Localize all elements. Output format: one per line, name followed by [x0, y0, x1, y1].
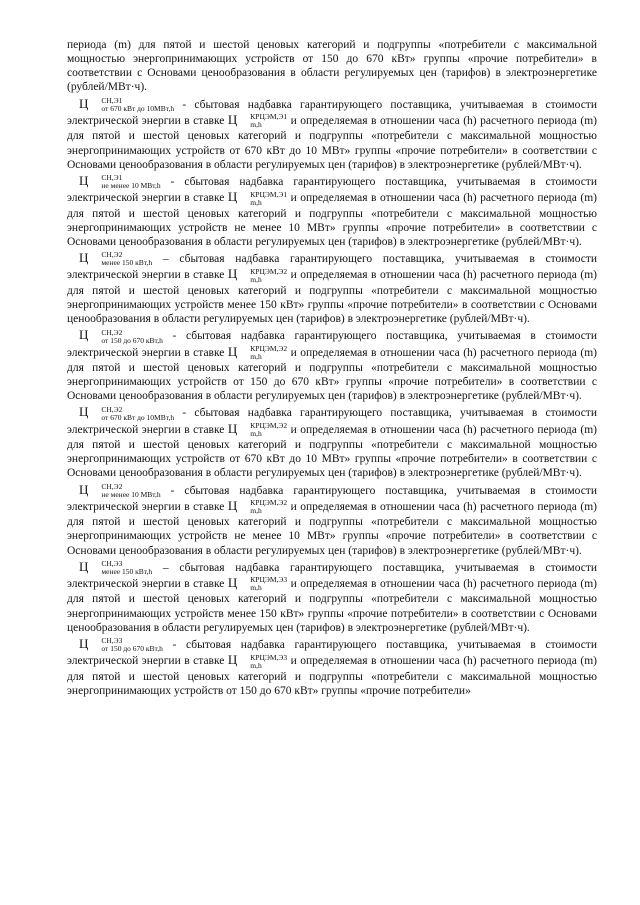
definition-dash: – — [152, 561, 180, 574]
definition-dash: - — [160, 484, 185, 497]
surcharge-symbol — [79, 95, 175, 113]
surcharge-symbol-subscript: не менее 10 МВт,h — [101, 181, 161, 191]
definition-text-start: сбытовая надбавка гарантирующего поставщика, учитываемая в стоимости электрической энергии в ставке — [67, 98, 597, 127]
surcharge-symbol-indices — [89, 637, 162, 653]
definition-text-start: сбытовая надбавка гарантирующего поставщика, учитываемая в стоимости электрической энергии в ставке — [67, 330, 597, 359]
rate-symbol-superscript: КРЦЭМ,Э2 — [250, 343, 288, 353]
paragraph-list — [67, 97, 597, 698]
surcharge-symbol-superscript: СН,Э2 — [101, 404, 123, 414]
surcharge-symbol — [79, 404, 175, 422]
definition-text-end: и определяемая в отношении часа (h) расчетного периода (m) для пятой и шестой ценовых категорий и подгруппы «потребители с максимальной мощностью энергопринимающих устройств от 670 кВт до 10 МВт» группы «прочие потребители» в соответствии с Основами ценообразования в области регулируемых цен (тарифов) в электроэнергетике (рублей/МВт·ч). — [67, 423, 597, 480]
rate-symbol — [227, 111, 288, 130]
surcharge-symbol-subscript: менее 150 кВт,h — [101, 567, 153, 577]
surcharge-symbol-subscript: от 150 до 670 кВт,h — [101, 644, 163, 654]
surcharge-symbol-base: Ц — [79, 95, 89, 111]
definition-dash: – — [152, 253, 180, 265]
rate-symbol-subscript: m,h — [250, 506, 262, 516]
rate-symbol — [227, 652, 288, 670]
surcharge-symbol-base: Ц — [79, 327, 89, 343]
definition-dash: - — [160, 175, 185, 188]
rate-symbol-subscript: m,h — [250, 120, 262, 130]
surcharge-symbol-subscript: от 670 кВт до 10МВт,h — [101, 412, 175, 422]
surcharge-symbol-superscript: СН,Э1 — [101, 173, 123, 183]
surcharge-symbol-subscript: от 150 до 670 кВт,h — [101, 335, 163, 345]
surcharge-symbol-superscript: СН,Э2 — [101, 250, 123, 260]
rate-symbol-subscript: m,h — [250, 660, 262, 670]
surcharge-symbol — [79, 558, 153, 577]
surcharge-symbol-superscript: СН,Э3 — [101, 636, 123, 646]
rate-symbol-indices — [238, 191, 287, 207]
rate-symbol — [227, 189, 288, 207]
surcharge-symbol-base: Ц — [79, 558, 89, 574]
rate-symbol-base: Ц — [227, 420, 238, 436]
surcharge-symbol-base: Ц — [79, 404, 89, 420]
rate-symbol-indices — [238, 268, 287, 284]
definition-paragraph — [67, 483, 597, 558]
definition-paragraph — [67, 328, 597, 403]
rate-symbol-superscript: КРЦЭМ,Э1 — [250, 189, 288, 199]
rate-symbol-base: Ц — [227, 497, 238, 513]
surcharge-symbol-indices — [89, 251, 152, 267]
rate-symbol — [227, 575, 288, 593]
rate-symbol-superscript: КРЦЭМ,Э2 — [250, 498, 288, 508]
definition-paragraph — [67, 560, 597, 635]
definition-text-end: и определяемая в отношении часа (h) расчетного периода (m) для пятой и шестой ценовых категорий и подгруппы «потребители с максимальной мощностью энергопринимающих устройств не менее 10 МВт» группы «прочие потребители» в соответствии с Основами ценообразования в области регулируемых цен (тарифов) в электроэнергетике (рублей/МВт·ч). — [67, 500, 597, 557]
definition-text-start: сбытовая надбавка гарантирующего поставщика, учитываемая в стоимости электрической энергии в ставке — [67, 638, 597, 668]
surcharge-symbol-indices — [89, 97, 174, 113]
rate-symbol-subscript: m,h — [250, 429, 262, 439]
surcharge-symbol-superscript: СН,Э3 — [101, 559, 123, 569]
definition-text-start: сбытовая надбавка гарантирующего поставщика, учитываемая в стоимости электрической энергии в ставке — [67, 253, 598, 282]
rate-symbol-base: Ц — [227, 343, 238, 359]
definition-dash: - — [174, 407, 195, 420]
surcharge-symbol-base: Ц — [79, 250, 89, 265]
definition-paragraph — [67, 174, 597, 249]
surcharge-symbol-indices — [89, 329, 162, 345]
definition-text-end: и определяемая в отношении часа (h) расчетного периода (m) для пятой и шестой ценовых категорий и подгруппы «потребители с максимальной мощностью энергопринимающих устройств менее 150 кВт» группы «прочие потребители» в соответствии с Основами ценообразования в области регулируемых цен (тарифов) в электроэнергетике (рублей/МВт·ч). — [67, 578, 597, 634]
rate-symbol-base: Ц — [227, 189, 238, 205]
rate-symbol-indices — [238, 113, 287, 129]
rate-symbol-base: Ц — [227, 266, 238, 282]
rate-symbol-indices — [238, 576, 287, 592]
surcharge-symbol-superscript: СН,Э1 — [101, 95, 123, 105]
surcharge-symbol — [79, 327, 163, 345]
definition-text-end: и определяемая в отношении часа (h) расчетного периода (m) для пятой и шестой ценовых категорий и подгруппы «потребители с максимальной мощностью энергопринимающих устройств от 670 кВт до 10 МВт» группы «прочие потребители» в соответствии с Основами ценообразования в области регулируемых цен (тарифов) в электроэнергетике (рублей/МВт·ч). — [67, 114, 597, 171]
surcharge-symbol-base: Ц — [79, 481, 89, 497]
rate-symbol-superscript: КРЦЭМ,Э3 — [250, 575, 288, 585]
surcharge-symbol-subscript: от 670 кВт до 10МВт,h — [101, 103, 175, 113]
rate-symbol-superscript: КРЦЭМ,Э2 — [250, 421, 288, 431]
surcharge-symbol-base: Ц — [79, 172, 89, 188]
rate-symbol-base: Ц — [227, 652, 238, 668]
rate-symbol-superscript: КРЦЭМ,Э3 — [250, 652, 288, 662]
rate-symbol — [227, 497, 288, 516]
intro-paragraph: периода (m) для пятой и шестой ценовых категорий и подгруппы «потребители с максимальной мощностью энергопринимающих устройств от 150 до 670 кВт» группы «прочие потребители» в соответствии с Основами ценообразования в области регулируемых цен (тарифов) в электроэнергетике (рублей/МВт·ч). — [67, 39, 597, 94]
rate-symbol-base: Ц — [227, 111, 238, 127]
definition-paragraph — [67, 97, 597, 172]
rate-symbol-superscript: КРЦЭМ,Э2 — [250, 266, 288, 276]
rate-symbol-indices — [238, 345, 287, 361]
surcharge-symbol — [79, 250, 153, 268]
definition-paragraph — [67, 637, 597, 698]
surcharge-symbol-indices — [89, 560, 152, 576]
definition-dash: - — [162, 330, 187, 343]
definition-dash: - — [162, 638, 187, 651]
rate-symbol — [227, 266, 288, 284]
rate-symbol-superscript: КРЦЭМ,Э1 — [250, 112, 288, 122]
surcharge-symbol-subscript: менее 150 кВт,h — [101, 258, 153, 268]
rate-symbol-indices — [238, 422, 287, 438]
surcharge-symbol-indices — [89, 483, 160, 499]
rate-symbol-base: Ц — [227, 575, 238, 591]
surcharge-symbol-subscript: не менее 10 МВт,h — [101, 489, 161, 499]
surcharge-symbol — [79, 481, 161, 499]
rate-symbol — [227, 343, 288, 361]
surcharge-symbol-superscript: СН,Э2 — [101, 327, 123, 337]
definition-text-start: сбытовая надбавка гарантирующего поставщика, учитываемая в стоимости электрической энергии в ставке — [67, 407, 597, 436]
surcharge-symbol — [79, 635, 163, 654]
definition-text-end: и определяемая в отношении часа (h) расчетного периода (m) для пятой и шестой ценовых категорий и подгруппы «потребители с максимальной мощностью энергопринимающих устройств менее 150 кВт» группы «прочие потребители» в соответствии с Основами ценообразования в области регулируемых цен (тарифов) в электроэнергетике (рублей/МВт·ч). — [67, 269, 597, 326]
surcharge-symbol-base: Ц — [79, 635, 89, 651]
definition-dash: - — [174, 98, 195, 111]
definition-text-end: и определяемая в отношении часа (h) расчетного периода (m) для пятой и шестой ценовых категорий и подгруппы «потребители с максимальной мощностью энергопринимающих устройств от 150 до 670 кВт» группы «прочие потребители» — [67, 655, 597, 697]
rate-symbol-subscript: m,h — [250, 274, 262, 284]
surcharge-symbol-indices — [89, 174, 160, 190]
surcharge-symbol-indices — [89, 406, 174, 422]
rate-symbol-indices — [238, 499, 287, 515]
definition-text-end: и определяемая в отношении часа (h) расчетного периода (m) для пятой и шестой ценовых категорий и подгруппы «потребители с максимальной мощностью энергопринимающих устройств не менее 10 МВт» группы «прочие потребители» в соответствии с Основами ценообразования в области регулируемых цен (тарифов) в электроэнергетике (рублей/МВт·ч). — [67, 192, 597, 248]
definition-text-start: сбытовая надбавка гарантирующего поставщика, учитываемая в стоимости электрической энергии в ставке — [67, 484, 597, 513]
rate-symbol-indices — [238, 654, 287, 670]
definition-paragraph — [67, 405, 597, 480]
definition-paragraph — [67, 251, 597, 326]
rate-symbol — [227, 420, 288, 439]
definition-text-start: сбытовая надбавка гарантирующего поставщика, учитываемая в стоимости электрической энергии в ставке — [67, 175, 597, 205]
rate-symbol-subscript: m,h — [250, 351, 262, 361]
definition-text-start: сбытовая надбавка гарантирующего поставщика, учитываемая в стоимости электрической энергии в ставке — [67, 561, 598, 591]
rate-symbol-subscript: m,h — [250, 583, 262, 593]
definition-text-end: и определяемая в отношении часа (h) расчетного периода (m) для пятой и шестой ценовых категорий и подгруппы «потребители с максимальной мощностью энергопринимающих устройств от 150 до 670 кВт» группы «прочие потребители» в соответствии с Основами ценообразования в области регулируемых цен (тарифов) в электроэнергетике (рублей/МВт·ч). — [67, 346, 597, 403]
surcharge-symbol — [79, 172, 161, 191]
rate-symbol-subscript: m,h — [250, 197, 262, 207]
document-page — [67, 38, 597, 700]
surcharge-symbol-superscript: СН,Э2 — [101, 481, 123, 491]
